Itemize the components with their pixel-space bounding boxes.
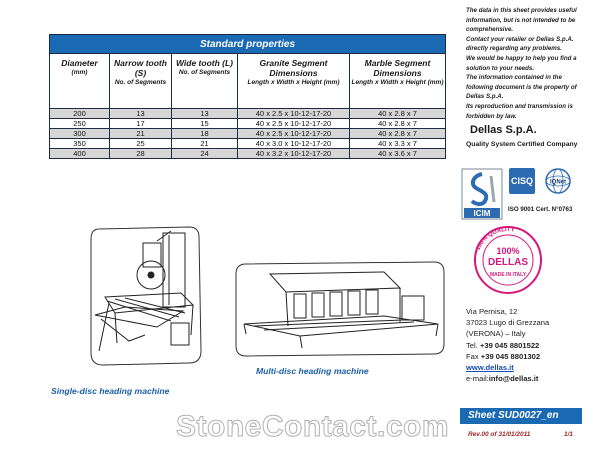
table-cell: 250 <box>50 119 110 129</box>
single-disc-caption: Single-disc heading machine <box>51 386 170 396</box>
cisq-logo-icon: CISQ <box>509 168 535 194</box>
address-street: Via Pernisa, 12 <box>466 307 518 316</box>
svg-text:100%: 100% <box>496 246 520 256</box>
column-header-narrow-tooth: Narrow tooth (S) No. of Segments <box>110 54 172 109</box>
standard-properties-table <box>49 34 446 159</box>
multi-disc-machine-illustration <box>234 260 445 357</box>
table-row <box>50 129 446 139</box>
table-cell: 25 <box>110 139 172 149</box>
single-disc-machine-illustration <box>85 223 205 369</box>
table-cell: 40 x 3.0 x 10-12-17-20 <box>238 139 350 149</box>
table-cell: 21 <box>110 129 172 139</box>
company-name: Dellas S.p.A. <box>470 124 537 136</box>
table-cell: 40 x 2.5 x 10-12-17-20 <box>238 119 350 129</box>
phone-line: Tel. +39 045 8801522 <box>466 340 540 350</box>
table-cell: 40 x 2.8 x 7 <box>350 119 446 129</box>
revision-label: Rev.00 of 31/01/2011 <box>468 431 531 438</box>
svg-text:MADE IN ITALY: MADE IN ITALY <box>489 272 527 278</box>
icim-logo-icon <box>461 168 503 220</box>
column-header-wide-tooth: Wide tooth (L) No. of Segments <box>172 54 238 109</box>
svg-text:100% QUALITY: 100% QUALITY <box>475 226 516 252</box>
column-header-marble-segment: Marble Segment Dimensions Length x Width x Height (mm) <box>350 54 446 109</box>
table-cell: 18 <box>172 129 238 139</box>
iqnet-logo-icon <box>545 168 571 194</box>
table-cell: 15 <box>172 119 238 129</box>
svg-text:IQNet: IQNet <box>549 179 567 186</box>
phone-number: +39 045 8801522 <box>479 340 540 350</box>
table-cell: 17 <box>110 119 172 129</box>
email-line: e-mail:info@dellas.it <box>466 374 539 384</box>
table-row <box>50 149 446 159</box>
quality-stamp-icon <box>463 224 553 294</box>
table-cell: 13 <box>172 109 238 119</box>
svg-text:ICIM: ICIM <box>473 209 491 218</box>
table-cell: 40 x 3.3 x 7 <box>350 139 446 149</box>
iso-certificate-label: ISO 9001 Cert. N°0763 <box>508 206 573 213</box>
table-cell: 40 x 3.2 x 10-12-17-20 <box>238 149 350 159</box>
sheet-code-banner: Sheet SUD0027_en <box>460 408 582 424</box>
table-cell: 28 <box>110 149 172 159</box>
table-cell: 350 <box>50 139 110 149</box>
table-cell: 40 x 2.5 x 10-12-17-20 <box>238 129 350 139</box>
table-cell: 40 x 2.8 x 7 <box>350 109 446 119</box>
table-header-row <box>50 54 446 109</box>
website-link[interactable]: www.dellas.it <box>466 363 514 373</box>
company-address <box>466 306 549 384</box>
table-title: Standard properties <box>50 35 446 54</box>
fax-line: Fax +39 045 8801302 <box>466 351 541 361</box>
address-region: (VERONA) – Italy <box>466 329 526 339</box>
table-row <box>50 119 446 129</box>
column-header-granite-segment: Granite Segment Dimensions Length x Width x Height (mm) <box>238 54 350 109</box>
svg-text:DELLAS: DELLAS <box>488 257 528 268</box>
table-row <box>50 109 446 119</box>
certification-logos <box>461 162 581 224</box>
table-cell: 24 <box>172 149 238 159</box>
table-cell: 21 <box>172 139 238 149</box>
column-header-diameter: Diameter (mm) <box>50 54 110 109</box>
fax-number: +39 045 8801302 <box>480 351 541 361</box>
stonecontact-watermark: StoneContact.com <box>176 410 450 443</box>
disclaimer-text: The data in this sheet provides useful information, but is not intended to be comprehensive. Contact your retailer or Dellas S.p.A. directly regarding any problems. We would be happy to help you find a solution to your needs. The information contained in the following document is the property of Dellas S.p.A. Its reproduction and transmission is forbidden by law. <box>466 7 577 120</box>
table-cell: 13 <box>110 109 172 119</box>
email-link[interactable]: info@dellas.it <box>488 374 539 384</box>
table-row <box>50 139 446 149</box>
page-count: 1/1 <box>564 431 574 438</box>
table-cell: 40 x 2.5 x 10-12-17-20 <box>238 109 350 119</box>
table-cell: 40 x 3.6 x 7 <box>350 149 446 159</box>
table-cell: 300 <box>50 129 110 139</box>
table-cell: 400 <box>50 149 110 159</box>
table-cell: 200 <box>50 109 110 119</box>
table-cell: 40 x 2.8 x 7 <box>350 129 446 139</box>
quality-certified-label: Quality System Certified Company <box>466 141 578 148</box>
multi-disc-caption: Multi-disc heading machine <box>256 366 369 376</box>
address-city: 37023 Lugo di Grezzana <box>466 318 550 328</box>
